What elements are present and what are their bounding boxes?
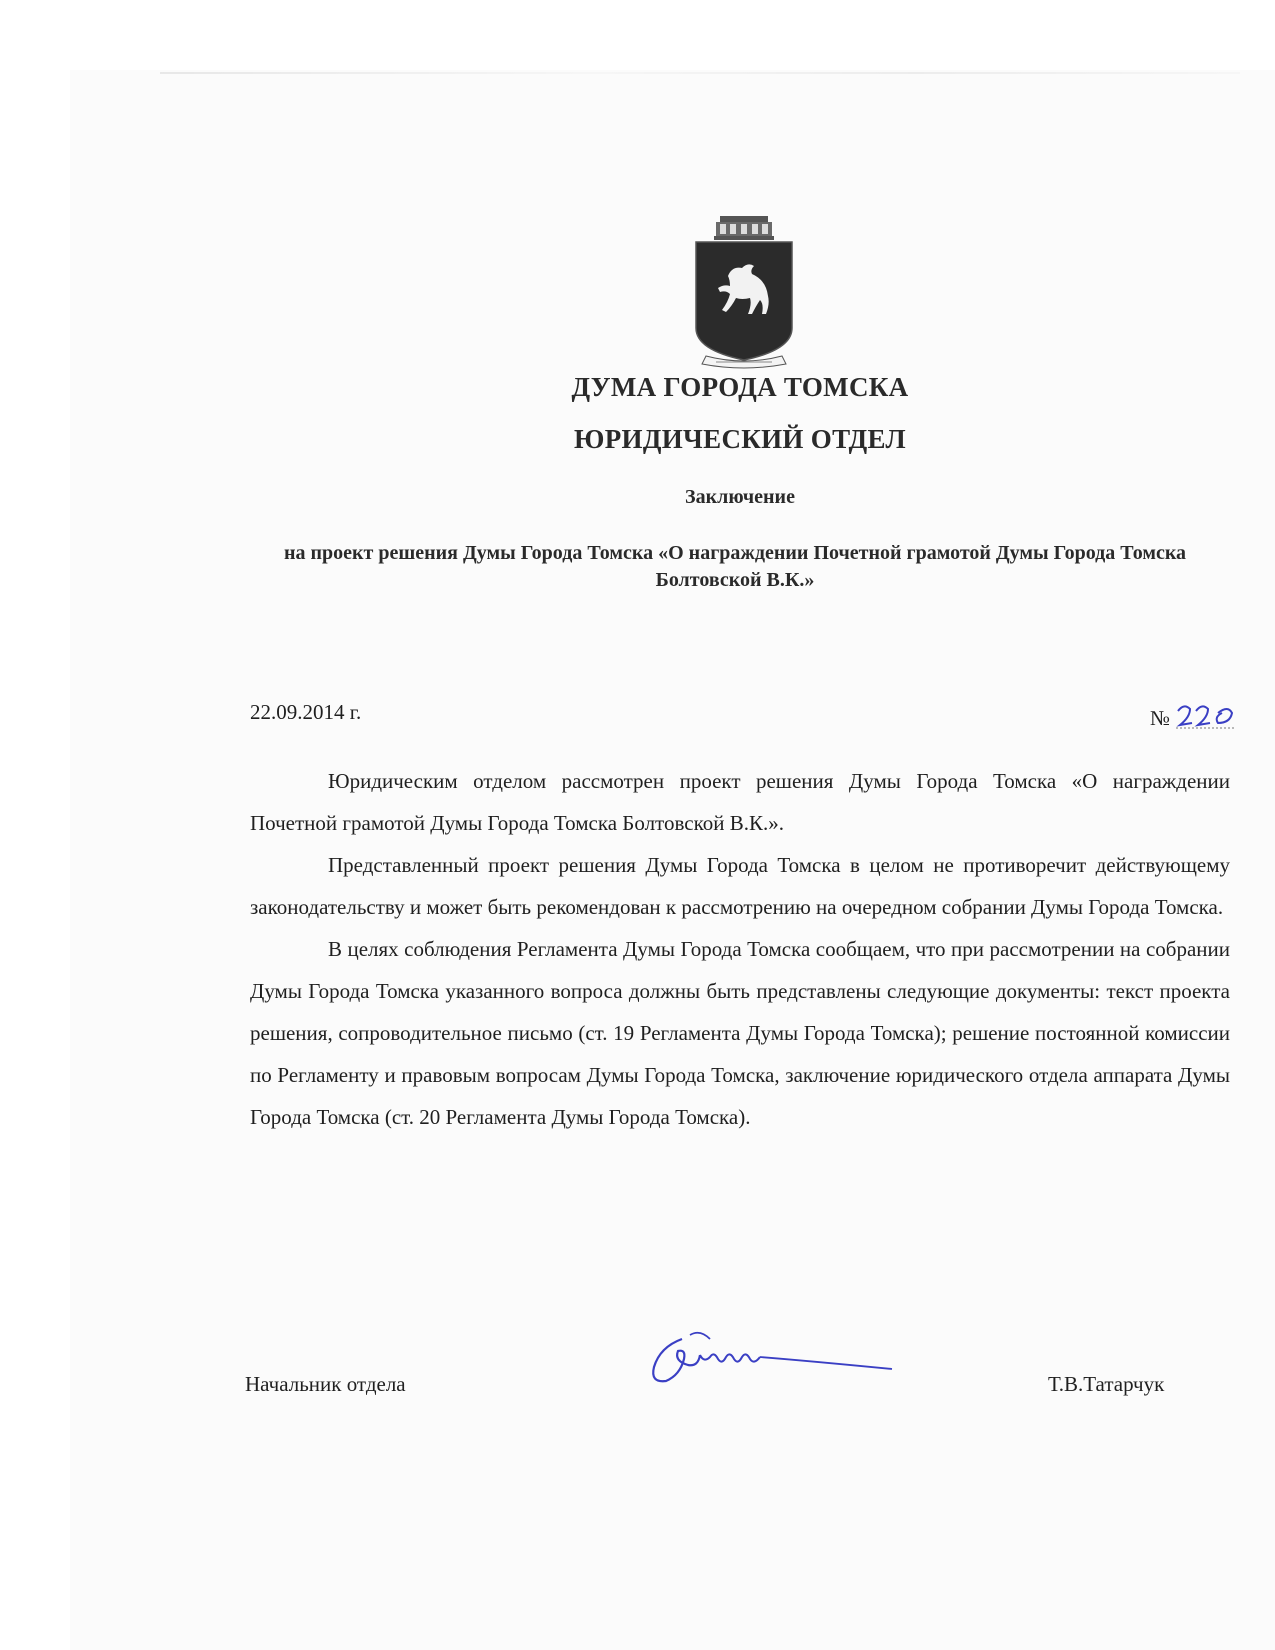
document-type: Заключение	[685, 486, 795, 508]
document-subject: на проект решения Думы Города Томска «О награждении Почетной грамотой Думы Города Томска Болтовской В.К.»	[283, 542, 1187, 591]
number-label: №	[1150, 706, 1171, 730]
organization-title: ДУМА ГОРОДА ТОМСКА	[571, 372, 909, 402]
department-title: ЮРИДИЧЕСКИЙ ОТДЕЛ	[574, 424, 906, 454]
body-paragraph: В целях соблюдения Регламента Думы Города Томска сообщаем, что при рассмотрении на собрании Думы Города Томска указанного вопроса должны быть представлены следующие документы: текст проекта решения, сопроводительное письмо (ст. 19 Регламента Думы Города Томска); решение постоянной комиссии по Регламенту и правовым вопросам Думы Города Томска, заключение юридического отдела аппарата Думы Города Томска (ст. 20 Регламента Думы Города Томска).	[250, 937, 1230, 1129]
document-date: 22.09.2014 г.	[250, 700, 362, 724]
signatory-name: Т.В.Татарчук	[1048, 1372, 1165, 1396]
document-body	[250, 760, 1230, 1138]
handwritten-signature-icon	[640, 1325, 895, 1400]
body-paragraph: Представленный проект решения Думы Города Томска в целом не противоречит действующему законодательству и может быть рекомендован к рассмотрению на очередном собрании Думы Города Томска.	[250, 853, 1230, 919]
handwritten-number-icon	[1174, 701, 1238, 731]
signatory-position: Начальник отдела	[245, 1372, 406, 1396]
body-paragraph: Юридическим отделом рассмотрен проект решения Думы Города Томска «О награждении Почетной грамотой Думы Города Томска Болтовской В.К.».	[250, 769, 1230, 835]
tomsk-coat-of-arms-icon	[692, 210, 796, 372]
document-number	[1150, 695, 1238, 731]
